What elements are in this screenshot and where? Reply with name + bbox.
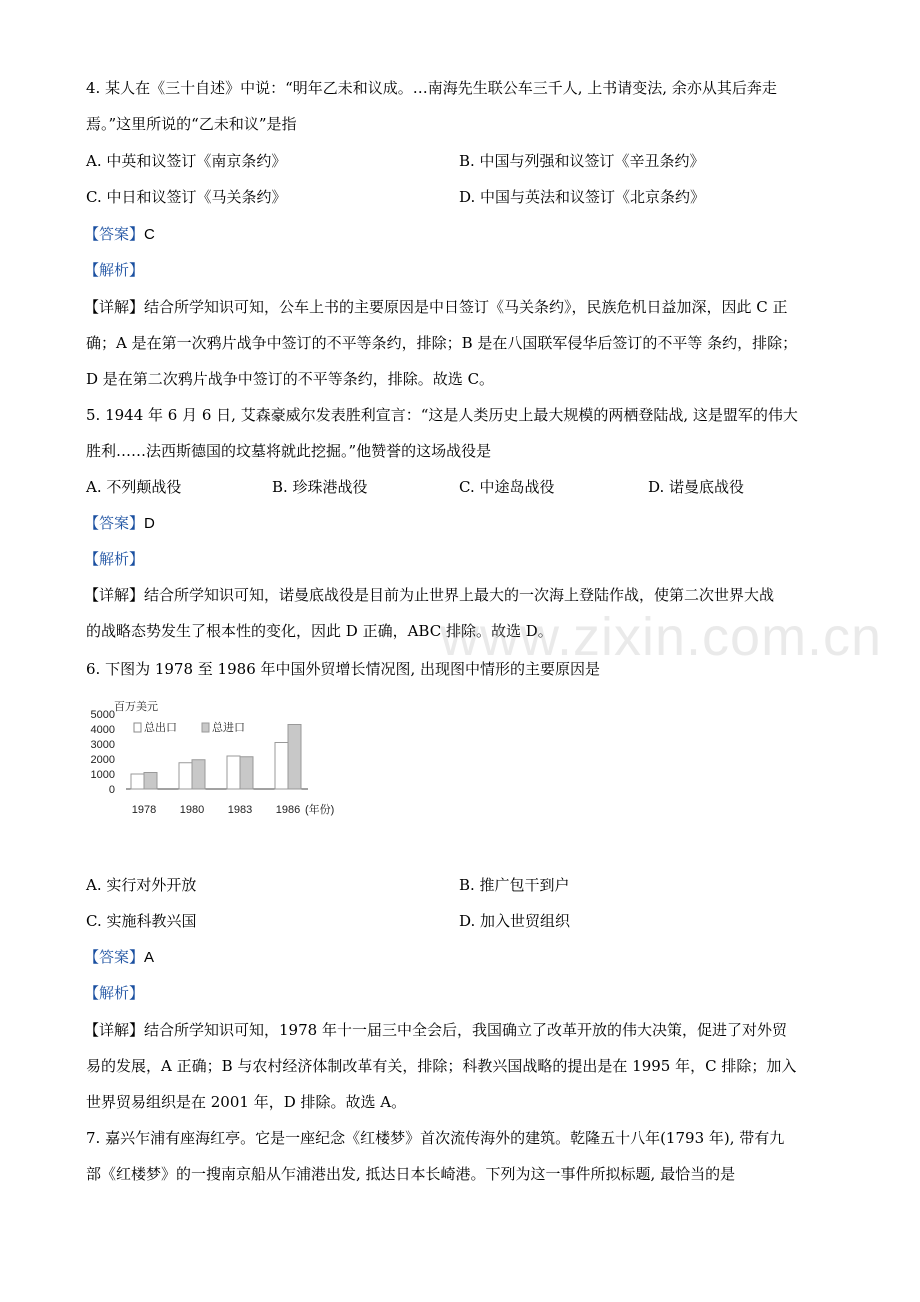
x-tick-label: 1986 [275,804,301,816]
q6-option-a: A. 实行对外开放 [86,876,197,894]
q6-answer: A [144,949,155,966]
q5-option-d: D. 诺曼底战役 [648,478,745,496]
bar-export [179,763,192,789]
bar-import [144,773,157,790]
x-tick-label: 1978 [131,804,157,816]
legend-label-export: 总出口 [144,722,177,734]
y-tick-label: 0 [108,784,115,796]
x-tick-label: 1980 [179,804,205,816]
q4-detail-line3: D 是在第二次鸦片战争中签订的不平等条约，排除。故选 C。 [86,370,495,388]
q5-answer-row [84,513,155,534]
q6-option-c: C. 实施科教兴国 [86,912,197,930]
q6-detail-line2: 易的发展，A 正确；B 与农村经济体制改革有关，排除；科教兴国战略的提出是在 1995 年，C 排除；加入 [86,1057,797,1075]
chart-ylabel: 百万美元 [114,701,158,713]
answer-tag: 【答案】 [84,514,145,532]
q6-detail-line3: 世界贸易组织是在 2001 年，D 排除。故选 A。 [86,1093,407,1111]
legend-swatch-export [134,723,141,732]
answer-tag: 【答案】 [84,948,145,966]
q6-option-b: B. 推广包干到户 [459,876,570,894]
q6-answer-row [84,947,154,968]
q4-option-d: D. 中国与英法和议签订《北京条约》 [459,188,706,206]
legend-swatch-import [202,723,209,732]
x-tick-label: 1983 [227,804,253,816]
q6-stem-line1: 6. 下图为 1978 至 1986 年中国外贸增长情况图, 出现图中情形的主要原因是 [86,660,601,678]
bar-import [192,760,205,789]
q4-option-c: C. 中日和议签订《马关条约》 [86,188,287,206]
q4-detail-line2: 确；A 是在第一次鸦片战争中签订的不平等条约，排除；B 是在八国联军侵华后签订的不平等 条约，排除； [86,334,798,352]
chart-xlabel: (年份) [305,804,335,816]
q5-answer: D [144,515,155,532]
y-tick-label: 5000 [90,709,115,721]
q4-option-a: A. 中英和议签订《南京条约》 [86,152,287,170]
q6-analysis-tag: 【解析】 [84,984,145,1002]
bar-import [288,725,301,790]
bar-import [240,757,253,789]
q4-option-b: B. 中国与列强和议签订《辛丑条约》 [459,152,705,170]
q4-stem-line2: 焉。”这里所说的“乙未和议”是指 [86,115,297,133]
q5-stem-line2: 胜利……法西斯德国的坟墓将就此挖掘。”他赞誉的这场战役是 [86,442,492,460]
q4-detail-line1: 【详解】结合所学知识可知，公车上书的主要原因是中日签订《马关条约》，民族危机日益加深，因此 C 正 [84,298,788,316]
q5-option-a: A. 不列颠战役 [86,478,182,496]
q7-stem-line1: 7. 嘉兴乍浦有座海红亭。它是一座纪念《红楼梦》首次流传海外的建筑。乾隆五十八年(1793 年), 带有九 [86,1129,785,1147]
q5-option-c: C. 中途岛战役 [459,478,555,496]
y-tick-label: 3000 [90,739,115,751]
q6-option-d: D. 加入世贸组织 [459,912,571,930]
q5-detail-line1: 【详解】结合所学知识可知，诺曼底战役是目前为止世界上最大的一次海上登陆作战，使第二次世界大战 [84,586,775,604]
y-tick-label: 2000 [90,754,115,766]
q5-detail-line2: 的战略态势发生了根本性的变化，因此 D 正确，ABC 排除。故选 D。 [86,622,553,640]
q5-option-b: B. 珍珠港战役 [272,478,368,496]
q4-analysis-tag: 【解析】 [84,261,145,279]
q7-stem-line2: 部《红楼梦》的一搜南京船从乍浦港出发, 抵达日本长崎港。下列为这一事件所拟标题, 最恰当的是 [86,1165,736,1183]
q6-detail-line1: 【详解】结合所学知识可知，1978 年十一届三中全会后，我国确立了改革开放的伟大决策，促进了对外贸 [84,1021,787,1039]
y-tick-label: 4000 [90,724,115,736]
answer-tag: 【答案】 [84,225,145,243]
y-tick-label: 1000 [90,769,115,781]
q4-stem-line1: 4. 某人在《三十自述》中说：“明年乙未和议成。…南海先生联公车三千人, 上书请变法, 余亦从其后奔走 [86,79,777,97]
watermark: www.zixin.com.cn [440,607,883,667]
foreign-trade-chart [86,696,356,826]
q5-stem-line1: 5. 1944 年 6 月 6 日, 艾森豪威尔发表胜利宣言：“这是人类历史上最大规模的两栖登陆战, 这是盟军的伟大 [86,406,798,424]
q5-analysis-tag: 【解析】 [84,550,145,568]
bar-export [131,774,144,789]
bar-export [275,743,288,790]
legend-label-import: 总进口 [212,722,245,734]
q4-answer-row [84,224,155,245]
bar-export [227,756,240,789]
q4-answer: C [144,226,155,243]
